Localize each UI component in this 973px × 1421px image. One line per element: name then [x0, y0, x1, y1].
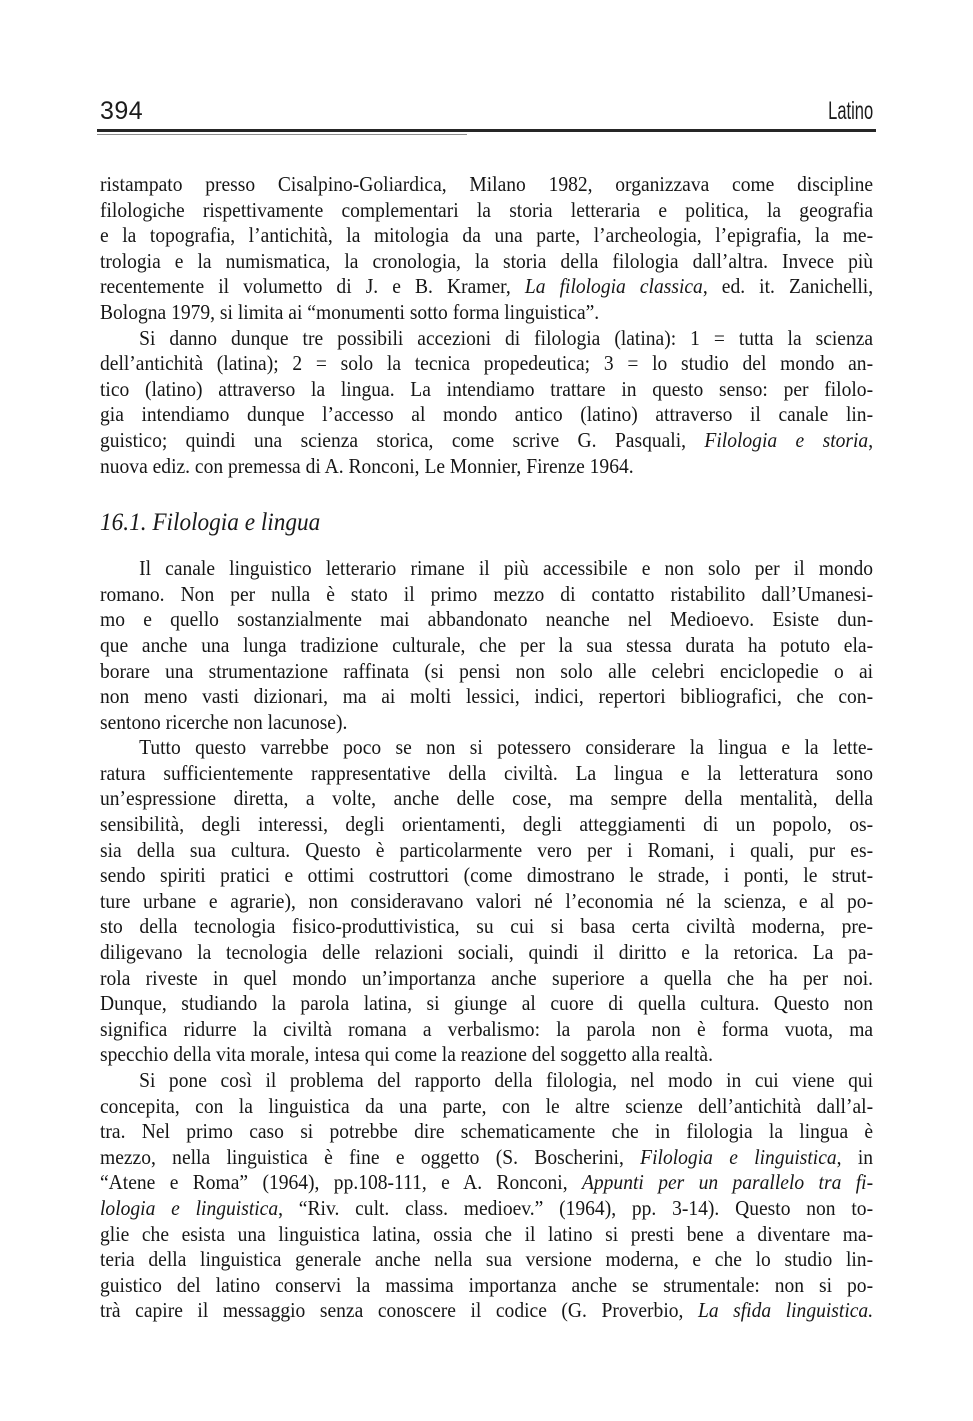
- text-line: [100, 223, 873, 249]
- text-line: [100, 1145, 873, 1171]
- text-line: [100, 838, 873, 864]
- text-run: , in: [836, 1144, 874, 1169]
- text-run: Tutto questo varrebbe poco se non si potessero considerare la lingua e la lette-: [139, 735, 874, 760]
- text-line: [100, 966, 873, 992]
- section-heading: 16.1. Filologia e lingua: [100, 509, 321, 537]
- italic-run: Filologia e linguistica: [640, 1144, 837, 1169]
- text-run: romano. Non per nulla è stato il primo mezzo di contatto ristabilito dall’Umanesi-: [100, 581, 874, 606]
- text-run: Si danno dunque tre possibili accezioni di filologia (latina): 1 = tutta la scienza: [139, 325, 874, 350]
- text-line: [100, 863, 873, 889]
- text-line: [100, 812, 873, 838]
- text-line: [100, 582, 873, 608]
- text-run: filologiche rispettivamente complementari la storia letteraria e politica, la geografia: [100, 197, 874, 222]
- text-line: [100, 326, 873, 352]
- paragraph: [100, 172, 873, 326]
- text-line: [100, 684, 873, 710]
- text-run: sto della tecnologia fisico-produttivistica, su cui si basa certa civiltà moderna, pre-: [100, 914, 874, 939]
- italic-run: La filologia classica: [524, 274, 703, 299]
- text-line: [100, 761, 873, 787]
- header-rule-shadow: [97, 134, 467, 135]
- text-line: [100, 735, 873, 761]
- page-number: 394: [100, 97, 144, 125]
- text-line: [100, 1273, 873, 1299]
- text-run: recentemente il volumetto di J. e B. Kramer,: [100, 274, 525, 299]
- text-line: [100, 1094, 873, 1120]
- text-line: [100, 556, 873, 582]
- text-line: [100, 1017, 873, 1043]
- text-line: [100, 1298, 873, 1324]
- text-line: [100, 1042, 873, 1068]
- text-run: Si pone così il problema del rapporto della filologia, nel modo in cui viene qui: [139, 1068, 874, 1092]
- text-run: specchio della vita morale, intesa qui come la reazione del soggetto alla realtà.: [100, 1042, 713, 1067]
- text-run: trologia e la numismatica, la cronologia, la storia della filologia dall’altra. Invece più: [100, 248, 874, 273]
- text-line: [100, 633, 873, 659]
- text-run: rola riveste in quel mondo un’importanza anche superiore a quella che ha per noi.: [100, 965, 874, 990]
- text-line: [100, 991, 873, 1017]
- text-line: [100, 428, 873, 454]
- text-run: diligevano la tecnologia delle relazioni sociali, quindi il diritto e la retorica. La pa-: [100, 940, 874, 965]
- header-rule: [97, 129, 876, 132]
- text-run: borare una strumentazione raffinata (si pensi non solo alle celebri enciclopedie o ai: [100, 658, 874, 683]
- text-run: que anche una lunga tradizione culturale, che per la sua stessa durata ha potuto ela-: [100, 632, 874, 657]
- text-run: guistico; quindi una scienza storica, come scrive G. Pasquali,: [100, 427, 705, 452]
- text-run: , ed. it. Zanichelli,: [702, 274, 874, 299]
- text-run: non meno vasti dizionari, ma ai molti lessici, indici, repertori bibliografici, che con-: [100, 684, 874, 709]
- text-line: [100, 1247, 873, 1273]
- text-run: e la topografia, l’antichità, la mitologia da una parte, l’archeologia, l’epigrafia, la me-: [100, 223, 874, 248]
- text-run: sia della sua cultura. Questo è particolarmente vero per i Romani, i quali, pur es-: [100, 837, 874, 862]
- text-run: sentono ricerche non lacunose).: [100, 709, 348, 734]
- text-run: glie che esista una linguistica latina, ossia che il latino si presti bene a diventare ma-: [100, 1221, 874, 1246]
- text-run: significa ridurre la civiltà romana a verbalismo: la parola non è forma vuota, ma: [100, 1016, 874, 1041]
- paragraph: [100, 1068, 873, 1324]
- text-run: ture urbane e agrarie), non consideravano valori né l’economia né la scienza, e al po-: [100, 888, 874, 913]
- text-line: [100, 198, 873, 224]
- text-run: teria della linguistica generale anche nella sua versione moderna, e che lo studio lin-: [100, 1247, 874, 1272]
- text-run: tico (latino) attraverso la lingua. La intendiamo trattare in questo senso: per filolo-: [100, 376, 874, 401]
- page-header: [100, 96, 873, 124]
- paragraph: [100, 735, 873, 1068]
- italic-run: Appunti per un parallelo tra fi-: [581, 1170, 874, 1195]
- running-head: Latino: [828, 97, 873, 125]
- text-line: [100, 1170, 873, 1196]
- text-run: dell’antichità (latina); 2 = solo la tecnica propedeutica; 3 = lo studio del mondo an-: [100, 351, 874, 376]
- text-line: [100, 659, 873, 685]
- text-run: guistico del latino conservi la massima importanza anche se strumentale: non si po-: [100, 1272, 874, 1297]
- article-body: [100, 172, 873, 1324]
- text-run: trà capire il messaggio senza conoscere il codice (G. Proverbio,: [100, 1298, 698, 1323]
- text-run: ratura sufficientemente rappresentative della civiltà. La lingua e la letteratura sono: [100, 760, 874, 785]
- text-run: mo e quello sostanzialmente mai abbandonato neanche nel Medioevo. Esiste dun-: [100, 607, 874, 632]
- text-line: [100, 249, 873, 275]
- text-line: [100, 300, 873, 326]
- text-line: [100, 377, 873, 403]
- italic-run: lologia e linguistica: [100, 1195, 279, 1220]
- text-run: ,: [868, 427, 874, 452]
- text-run: Il canale linguistico letterario rimane il più accessibile e non solo per il mondo: [139, 556, 874, 581]
- text-run: ristampato presso Cisalpino-Goliardica, Milano 1982, organizzava come discipline: [100, 172, 874, 196]
- text-line: [100, 402, 873, 428]
- text-line: [100, 274, 873, 300]
- text-run: Dunque, studiando la parola latina, si giunge al cuore di quella cultura. Questo non: [100, 991, 874, 1016]
- text-run: nuova ediz. con premessa di A. Ronconi, Le Monnier, Firenze 1964.: [100, 453, 634, 478]
- text-line: [100, 172, 873, 198]
- text-run: , “Riv. cult. class. medioev.” (1964), pp. 3-14). Questo non to-: [278, 1195, 874, 1220]
- text-line: [100, 786, 873, 812]
- text-run: sensibilità, degli interessi, degli orientamenti, degli atteggiamenti di un popolo, os-: [100, 812, 874, 837]
- text-line: [100, 940, 873, 966]
- text-line: [100, 454, 873, 480]
- text-run: concepita, con la linguistica da una parte, con le altre scienze dell’antichità dall’al-: [100, 1093, 874, 1118]
- text-run: Bologna 1979, si limita ai “monumenti sotto forma linguistica”.: [100, 299, 600, 324]
- text-line: [100, 607, 873, 633]
- text-line: [100, 1222, 873, 1248]
- text-line: [100, 914, 873, 940]
- text-line: [100, 1068, 873, 1094]
- text-run: gia intendiamo dunque l’accesso al mondo antico (latino) attraverso il canale lin-: [100, 402, 874, 427]
- text-run: mezzo, nella linguistica è fine e oggetto (S. Boscherini,: [100, 1144, 641, 1169]
- text-line: [100, 710, 873, 736]
- text-run: un’espressione diretta, a volte, anche delle cose, ma sempre della mentalità, della: [100, 786, 874, 811]
- text-run: tra. Nel primo caso si potrebbe dire schematicamente che in filologia la lingua è: [100, 1119, 874, 1144]
- text-line: [100, 351, 873, 377]
- italic-run: Filologia e storia: [704, 427, 869, 452]
- text-run: “Atene e Roma” (1964), pp.108-111, e A. Ronconi,: [100, 1170, 582, 1195]
- text-line: [100, 889, 873, 915]
- paragraph: [100, 326, 873, 480]
- text-run: sendo spiriti pratici e ottimi costruttori (come dimostrano le strade, i ponti, le strut-: [100, 863, 874, 888]
- text-line: [100, 1196, 873, 1222]
- text-line: [100, 1119, 873, 1145]
- paragraph: [100, 556, 873, 735]
- italic-run: La sfida linguistica.: [697, 1298, 874, 1323]
